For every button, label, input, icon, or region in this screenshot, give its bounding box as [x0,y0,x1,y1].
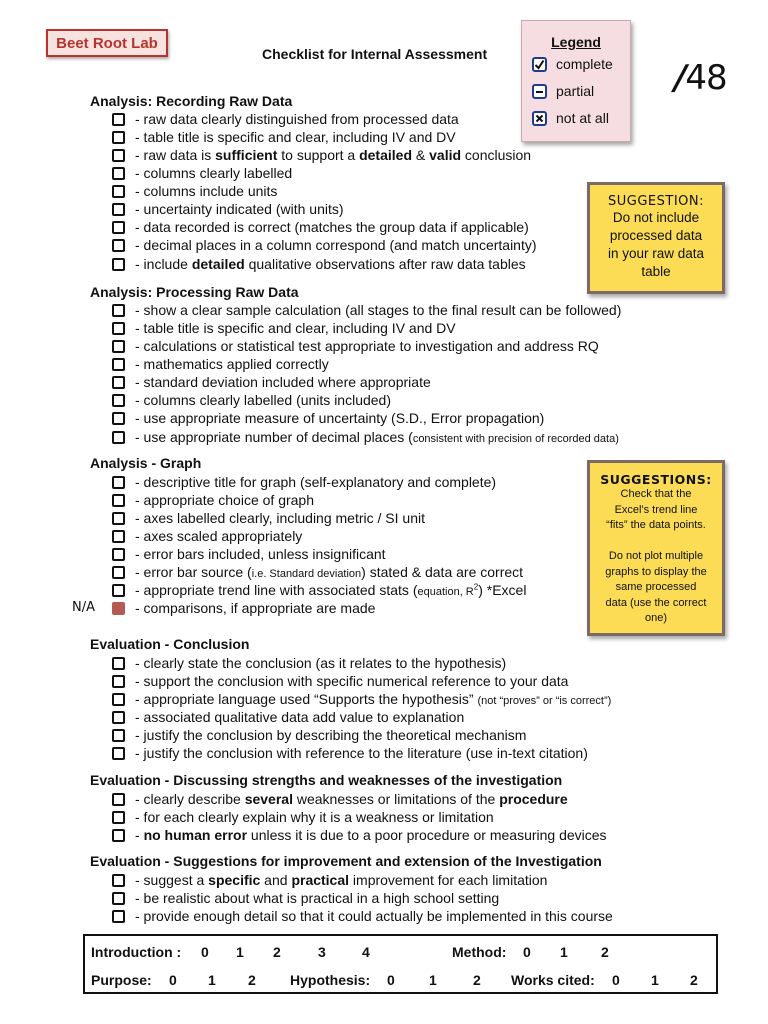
item-text [135,872,547,888]
list-item[interactable] [112,826,607,844]
item-text: - data recorded is correct (matches the group data if applicable) [135,219,529,235]
text-part: - include [135,256,192,272]
text-part: several [244,791,293,807]
na-label: N/A [72,600,95,615]
text-part: equation, R [417,586,474,598]
list-item[interactable] [112,409,544,427]
score-label-purpose: Purpose: [91,972,152,988]
item-text: - error bars included, unless insignificant [135,546,386,562]
text-part: weaknesses or limitations of the [292,791,500,807]
item-text: - decimal places in a column correspond (and match uncertainty) [135,237,537,253]
list-item[interactable] [112,146,531,164]
list-item[interactable] [112,545,386,563]
note-line: Do not plot multiple [608,550,704,562]
score-label-method: Method: [452,944,507,960]
note-line: one) [644,612,668,624]
item-text: - appropriate choice of graph [135,492,314,508]
list-item[interactable] [112,491,314,509]
checkbox[interactable] [112,693,125,706]
list-item[interactable] [112,808,494,826]
text-part: sufficient [215,147,278,163]
lab-label-text: Beet Root Lab [56,34,158,52]
score-option[interactable]: 0 [387,972,395,988]
legend-label: partial [556,83,595,99]
checkbox[interactable] [112,494,125,507]
page-title: Checklist for Internal Assessment [262,46,488,62]
list-item[interactable] [112,527,302,545]
score-option[interactable]: 2 [248,972,256,988]
note-line: “fits” the data points. [606,519,706,531]
legend-item-partial [532,83,594,99]
checkbox[interactable] [112,548,125,561]
list-item[interactable] [112,182,277,200]
item-text: - columns clearly labelled [135,165,293,181]
checkbox[interactable] [112,239,125,252]
checkbox[interactable] [112,304,125,317]
checkbox[interactable] [112,322,125,335]
lab-label-badge [46,29,168,57]
note-heading: SUGGESTION: [608,194,704,209]
checkbox[interactable] [112,412,125,425]
item-text: - calculations or statistical test appropriate to investigation and address RQ [135,338,599,354]
checkbox[interactable] [112,149,125,162]
text-part: conclusion [461,147,532,163]
note-line: processed data [609,228,703,243]
checkbox[interactable] [112,394,125,407]
list-item[interactable] [112,509,425,527]
list-item[interactable] [112,871,547,889]
item-text: - raw data clearly distinguished from processed data [135,111,459,127]
checkbox[interactable] [112,131,125,144]
item-text: - mathematics applied correctly [135,356,329,372]
item-text [135,582,526,598]
checkbox[interactable] [112,910,125,923]
score-box [83,934,718,994]
score-option[interactable]: 1 [429,972,437,988]
suggestions-note [587,460,725,636]
item-text [135,564,523,580]
text-part: - [135,827,144,843]
text-part: specific [208,872,261,888]
text-part: - appropriate language used “Supports the hypothesis” [135,691,478,707]
checkbox[interactable] [112,566,125,579]
score-option[interactable]: 1 [560,944,568,960]
list-item[interactable] [112,889,499,907]
checkbox[interactable] [112,358,125,371]
list-item[interactable] [112,319,456,337]
checkbox[interactable] [112,203,125,216]
item-text: - table title is specific and clear, including IV and DV [135,320,456,336]
item-text [135,256,526,272]
text-part: - appropriate trend line with associated stats ( [135,582,418,598]
item-text [135,429,619,445]
text-part: detailed [359,147,412,163]
score-option[interactable]: 0 [523,944,531,960]
checkbox[interactable] [112,167,125,180]
item-text: - use appropriate measure of uncertainty (S.D., Error propagation) [135,410,545,426]
checkbox[interactable] [112,530,125,543]
item-text: - provide enough detail so that it could actually be implemented in this course [135,908,613,924]
list-item[interactable] [112,337,599,355]
item-text: - table title is specific and clear, including IV and DV [135,129,456,145]
text-part: 2 [473,582,479,592]
legend-item-not-at-all [532,110,609,126]
checkbox[interactable] [112,811,125,824]
list-item[interactable] [112,654,506,672]
text-part: no human error [143,827,248,843]
text-part: valid [429,147,462,163]
check-icon [532,57,547,72]
list-item[interactable] [112,907,613,925]
legend-label: not at all [556,110,609,126]
list-item[interactable] [112,391,391,409]
item-text: - axes scaled appropriately [135,528,303,544]
checkbox[interactable] [112,476,125,489]
text-part: to support a [277,147,360,163]
item-text [135,791,568,807]
cross-icon [532,111,547,126]
item-text: - uncertainty indicated (with units) [135,201,344,217]
checkbox[interactable] [112,584,125,597]
text-part: - clearly describe [135,791,245,807]
text-part: improvement for each limitation [349,872,548,888]
checkbox[interactable] [112,376,125,389]
minus-icon [532,84,547,99]
list-item[interactable] [112,790,568,808]
text-part: - suggest a [135,872,209,888]
checkbox[interactable] [112,874,125,887]
score-option[interactable]: 0 [612,972,620,988]
list-item[interactable] [112,428,619,446]
checkbox[interactable] [112,512,125,525]
note-line: data (use the correct [605,596,707,609]
score-option[interactable]: 4 [362,944,370,960]
list-item[interactable] [112,355,329,373]
score-value: 48 [685,58,727,98]
score-total [669,58,727,98]
score-option[interactable]: 0 [169,972,177,988]
text-part: qualitative observations after raw data tables [244,256,526,272]
score-option[interactable]: 1 [208,972,216,988]
score-option[interactable]: 2 [273,944,281,960]
score-slash: / [669,58,690,98]
note-line: table [641,264,671,279]
note-line: same processed [615,581,697,593]
list-item[interactable] [112,218,529,236]
checkbox[interactable] [112,657,125,670]
section-title-conclusion: Evaluation - Conclusion [90,636,250,652]
score-option[interactable]: 3 [318,944,326,960]
section-title-processing: Analysis: Processing Raw Data [90,284,299,300]
text-part: - error bar source ( [135,564,252,580]
text-part: i.e. Standard deviation [251,568,362,580]
text-part: detailed [191,256,245,272]
score-option[interactable]: 2 [473,972,481,988]
item-text: - clearly state the conclusion (as it relates to the hypothesis) [135,655,507,671]
note-line: in your raw data [607,246,705,261]
item-text: - columns include units [135,183,278,199]
score-option[interactable]: 2 [690,972,698,988]
checkbox[interactable] [112,675,125,688]
text-part: ) *Excel [478,582,527,598]
text-part: procedure [499,791,568,807]
text-part: & [412,147,430,163]
item-text [135,691,611,707]
checkbox[interactable] [112,892,125,905]
suggestion-note [587,182,725,294]
note-line: Excel's trend line [614,503,698,516]
text-part: practical [291,872,350,888]
list-item[interactable] [112,110,459,128]
note-heading: SUGGESTIONS: [600,472,712,487]
list-item[interactable] [112,708,464,726]
item-text [135,147,531,163]
list-item[interactable] [112,581,526,599]
checkbox[interactable] [112,431,125,444]
list-item[interactable] [112,255,526,273]
list-item[interactable] [112,744,588,762]
text-part: and [260,872,292,888]
note-line: graphs to display the [605,565,707,578]
note-line: Do not include [612,210,700,225]
item-text: - justify the conclusion by describing the theoretical mechanism [135,727,527,743]
score-option[interactable]: 1 [236,944,244,960]
list-item[interactable] [112,599,375,617]
note-line [590,534,722,550]
list-item[interactable] [112,200,344,218]
checkbox-filled[interactable] [112,602,125,615]
legend-box [521,20,631,142]
list-item[interactable] [112,563,523,581]
score-option[interactable]: 1 [651,972,659,988]
item-text: - justify the conclusion with reference to the literature (use in-text citation) [135,745,588,761]
section-title-improvement: Evaluation - Suggestions for improvement and extension of the Investigation [90,853,602,869]
checkbox[interactable] [112,793,125,806]
list-item[interactable] [112,301,621,319]
legend-title: Legend [551,34,601,50]
item-text: - be realistic about what is practical in a high school setting [135,890,500,906]
item-text: - show a clear sample calculation (all stages to the final result can be followed) [135,302,622,318]
item-text: - for each clearly explain why it is a weakness or limitation [135,809,494,825]
score-label-hypothesis: Hypothesis: [290,972,371,988]
section-title-graph: Analysis - Graph [90,455,202,471]
text-part: unless it is due to a poor procedure or measuring devices [247,827,607,843]
item-text: - comparisons, if appropriate are made [135,600,376,616]
score-label-introduction: Introduction : [91,944,182,960]
list-item[interactable] [112,726,526,744]
item-text: - standard deviation included where appropriate [135,374,431,390]
checkbox[interactable] [112,747,125,760]
item-text: - columns clearly labelled (units included) [135,392,392,408]
legend-item-complete [532,56,613,72]
list-item[interactable] [112,128,456,146]
note-line: Check that the [620,488,692,500]
text-part: consistent with precision of recorded data) [412,433,619,445]
score-option[interactable]: 2 [601,944,609,960]
text-part: (not “proves” or “is correct”) [477,695,612,707]
legend-label: complete [556,56,613,72]
item-text [135,827,607,843]
text-part: - raw data is [135,147,216,163]
score-label-works-cited: Works cited: [511,972,595,988]
item-text: - associated qualitative data add value to explanation [135,709,465,725]
item-text: - descriptive title for graph (self-explanatory and complete) [135,474,497,490]
list-item[interactable] [112,164,292,182]
checkbox[interactable] [112,113,125,126]
text-part: ) stated & data are correct [361,564,524,580]
list-item[interactable] [112,690,611,708]
checkbox[interactable] [112,221,125,234]
item-text: - axes labelled clearly, including metric / SI unit [135,510,425,526]
checkbox[interactable] [112,340,125,353]
checkbox[interactable] [112,185,125,198]
checkbox[interactable] [112,258,125,271]
text-part: - use appropriate number of decimal places ( [135,429,413,445]
list-item[interactable] [112,473,496,491]
checkbox[interactable] [112,729,125,742]
item-text: - support the conclusion with specific numerical reference to your data [135,673,569,689]
list-item[interactable] [112,672,568,690]
section-title-raw-data: Analysis: Recording Raw Data [90,93,293,109]
score-option[interactable]: 0 [201,944,209,960]
list-item[interactable] [112,236,537,254]
list-item[interactable] [112,373,431,391]
checkbox[interactable] [112,711,125,724]
section-title-strengths-weaknesses: Evaluation - Discussing strengths and weaknesses of the investigation [90,772,563,788]
checkbox[interactable] [112,829,125,842]
